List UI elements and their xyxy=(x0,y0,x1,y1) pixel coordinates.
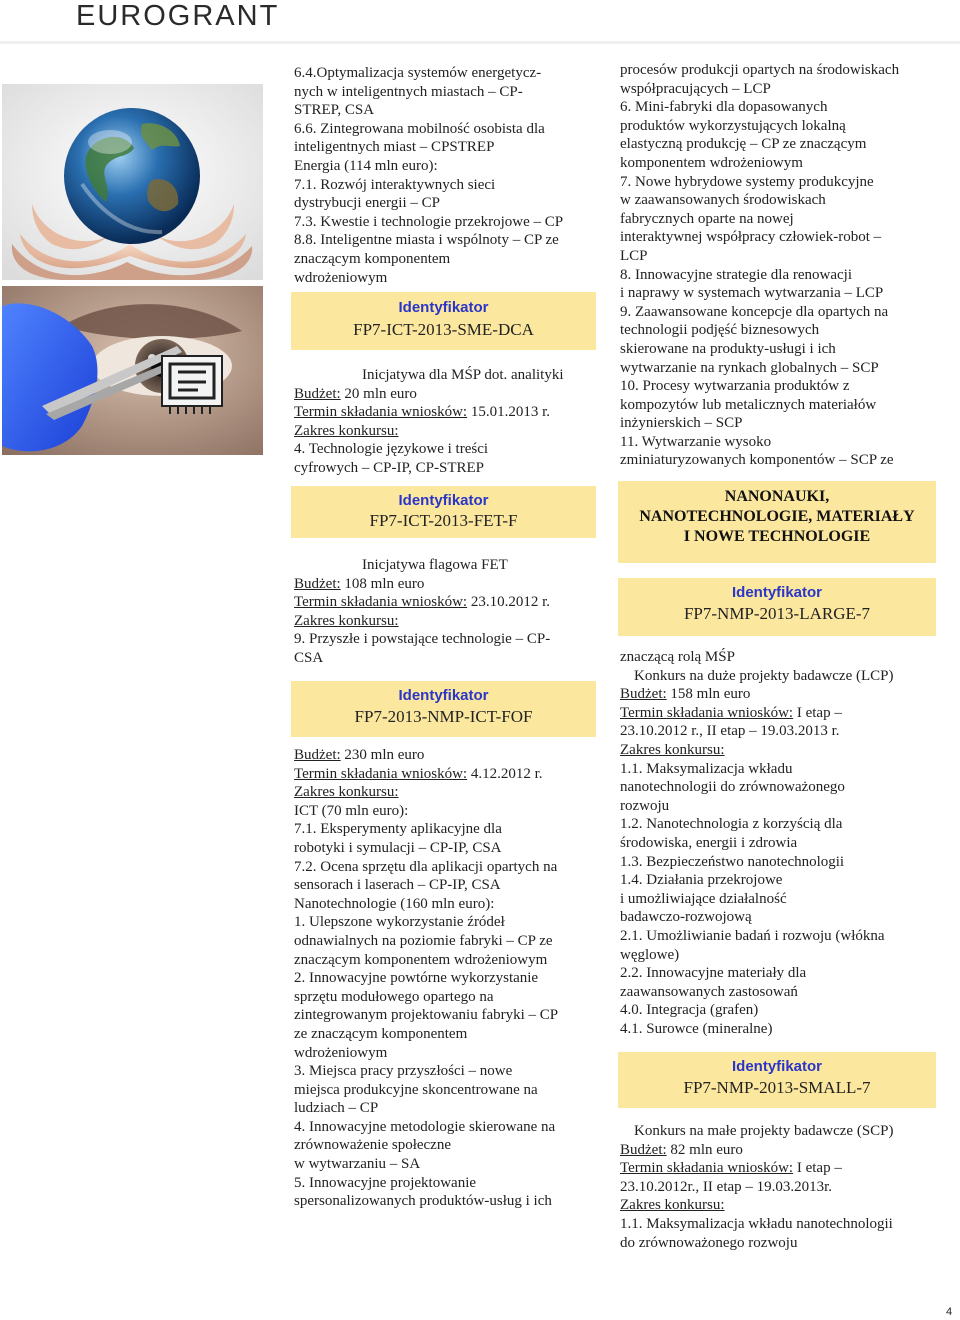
text-line: wdrożeniowym xyxy=(294,269,388,286)
scope-line: ludziach – CP xyxy=(294,1100,379,1117)
text-line: fabrycznych oparte na nowej xyxy=(620,210,794,227)
budget-value: 108 mln euro xyxy=(340,575,425,592)
identifier-code: FP7-NMP-2013-LARGE-7 xyxy=(683,604,871,623)
text-line: dystrybucji energii – CP xyxy=(294,195,440,212)
deadline-line xyxy=(294,765,599,784)
identifier-box-nmp-large xyxy=(618,578,936,636)
scope-line: 1.3. Bezpieczeństwo nanotechnologii xyxy=(620,853,845,870)
text-line: zminiaturyzowanych komponentów – SCP ze xyxy=(620,452,894,469)
scope-line: odnawialnych na poziomie fabryki – CP ze xyxy=(294,932,553,949)
budget-label: Budżet: xyxy=(294,747,341,763)
text-line: 7. Nowe hybrydowe systemy produkcyjne xyxy=(620,173,874,190)
text-line: znaczącą rolą MŚP xyxy=(620,649,735,665)
call-details-nmp-large xyxy=(620,648,940,1038)
globe-in-hands-photo xyxy=(2,84,263,280)
scope-line: i umożliwiające działalność xyxy=(620,890,787,907)
scope-line: 1.1. Maksymalizacja wkładu xyxy=(620,760,793,777)
section-heading-line: NANOTECHNOLOGIE, MATERIAŁY xyxy=(639,508,915,525)
budget-line xyxy=(620,685,940,704)
call-details-sme-dca xyxy=(294,366,594,478)
identifier-label: Identyfikator xyxy=(398,299,489,316)
scope-line: 7.1. Eksperymenty aplikacyjne dla xyxy=(294,821,502,838)
text-line: technologii podjęść biznesowych xyxy=(620,322,820,339)
identifier-label: Identyfikator xyxy=(398,492,489,509)
text-line: STREP, CSA xyxy=(294,102,375,119)
page-header xyxy=(0,0,960,44)
deadline-value: 23.10.2012r., II etap – 19.03.2013r. xyxy=(620,1178,833,1195)
scope-line: ICT (70 mln euro): xyxy=(294,802,409,819)
budget-label: Budżet: xyxy=(620,1141,667,1158)
deadline-label: Termin składania wniosków: xyxy=(294,404,468,421)
deadline-value: 15.01.2013 r. xyxy=(467,404,551,421)
budget-line xyxy=(294,575,594,594)
scope-line: węglowe) xyxy=(620,946,680,963)
scope-line: do zrównoważonego rozwoju xyxy=(620,1234,798,1251)
identifier-code: FP7-2013-NMP-ICT-FOF xyxy=(354,707,533,726)
scope-line: środowiska, energii i zdrowia xyxy=(620,834,798,851)
text-line: współpracujących – LCP xyxy=(620,80,771,97)
scope-line: 4.0. Integracja (grafen) xyxy=(620,1002,759,1019)
text-line: 7.1. Rozwój interaktywnych sieci xyxy=(294,176,496,193)
identifier-code: FP7-ICT-2013-SME-DCA xyxy=(353,320,534,339)
section-heading-box xyxy=(618,481,936,563)
deadline-line xyxy=(620,1159,940,1178)
scope-line: 1.2. Nanotechnologia z korzyścią dla xyxy=(620,816,843,833)
text-line: 6. Mini-fabryki dla dopasowanych xyxy=(620,99,828,116)
identifier-label: Identyfikator xyxy=(398,687,489,704)
initiative-text: Konkurs na duże projekty badawcze (LCP) xyxy=(634,667,894,684)
text-line: 8. Innowacyjne strategie dla renowacji xyxy=(620,266,852,283)
text-line: inteligentnych miast – CPSTREP xyxy=(294,139,495,156)
deadline-value: I etap – xyxy=(793,1160,842,1177)
scope-line: spersonalizowanych produktów-usług i ich xyxy=(294,1193,552,1210)
identifier-code: FP7-NMP-2013-SMALL-7 xyxy=(683,1078,871,1097)
page-number: 4 xyxy=(946,1306,953,1318)
scope-line: 2.1. Umożliwianie badań i rozwoju (włókna xyxy=(620,927,885,944)
text-line: procesów produkcji opartych na środowiskach xyxy=(620,62,900,78)
scope-line: 1.1. Maksymalizacja wkładu nanotechnologii xyxy=(620,1215,893,1232)
scope-line: robotyki i symulacji – CP-IP, CSA xyxy=(294,839,502,856)
scope-label: Zakres konkursu: xyxy=(294,612,399,629)
scope-line: sprzętu modułowego opartego na xyxy=(294,988,494,1005)
text-line: inżynierskich – SCP xyxy=(620,415,743,432)
scope-line: w wytwarzaniu – SA xyxy=(294,1156,421,1173)
scope-line: 7.2. Ocena sprzętu dla aplikacji opartych na xyxy=(294,858,558,875)
budget-value: 20 mln euro xyxy=(340,385,417,402)
intro-list xyxy=(294,64,594,287)
scope-line: 2.2. Innowacyjne materiały dla xyxy=(620,965,807,982)
text-line: kompozytów lub metalicznych materiałów xyxy=(620,396,877,413)
text-line: 7.3. Kwestie i technologie przekrojowe – CP xyxy=(294,213,564,230)
identifier-box-nmp-ict-fof xyxy=(291,681,596,737)
text-line: Energia (114 mln euro): xyxy=(294,157,438,174)
scope-line: 4.1. Surowce (mineralne) xyxy=(620,1020,773,1037)
budget-line xyxy=(294,385,594,404)
scope-line: nanotechnologii do zrównoważonego xyxy=(620,779,845,796)
scope-label: Zakres konkursu: xyxy=(294,422,399,439)
budget-line xyxy=(620,1141,940,1160)
identifier-box-fet-f xyxy=(291,486,596,538)
scope-line: badawczo-rozwojową xyxy=(620,909,752,926)
text-line: 6.6. Zintegrowana mobilność osobista dla xyxy=(294,120,545,137)
deadline-value: 4.12.2012 r. xyxy=(467,765,543,782)
text-line: elastyczną produkcję – CP ze znaczącym xyxy=(620,136,867,153)
scope-line: 2. Innowacyjne powtórne wykorzystanie xyxy=(294,970,539,987)
deadline-line xyxy=(620,704,940,723)
text-line: produktów wykorzystujących lokalną xyxy=(620,117,846,134)
text-line: 9. Zaawansowane koncepcje dla opartych na xyxy=(620,303,889,320)
identifier-label: Identyfikator xyxy=(731,584,822,601)
scope-line: zrównoważenie społeczne xyxy=(294,1137,452,1154)
deadline-label: Termin składania wniosków: xyxy=(294,765,468,782)
deadline-line xyxy=(294,403,594,422)
scope-label: Zakres konkursu: xyxy=(620,741,725,758)
scope-line: Nanotechnologie (160 mln euro): xyxy=(294,895,495,912)
budget-label: Budżet: xyxy=(620,686,667,703)
deadline-value: I etap – xyxy=(793,704,842,721)
initiative-text: Konkurs na małe projekty badawcze (SCP) xyxy=(634,1123,894,1139)
initiative-text: Inicjatywa dla MŚP dot. analityki xyxy=(362,367,564,383)
scope-line: 3. Miejsca pracy przyszłości – nowe xyxy=(294,1063,513,1080)
text-line: znaczącym komponentem xyxy=(294,250,451,267)
text-line: 11. Wytwarzanie wysoko xyxy=(620,433,772,450)
scope-line: cyfrowych – CP-IP, CP-STREP xyxy=(294,459,485,476)
budget-label: Budżet: xyxy=(294,385,341,402)
deadline-label: Termin składania wniosków: xyxy=(620,704,794,721)
scope-line: miejsca produkcyjne skoncentrowane na xyxy=(294,1081,538,1098)
text-line: i naprawy w systemach wytwarzania – LCP xyxy=(620,285,884,302)
deadline-line xyxy=(294,593,594,612)
brand-title: EUROGRANT xyxy=(76,0,280,32)
scope-label: Zakres konkursu: xyxy=(294,784,399,801)
budget-label: Budżet: xyxy=(294,575,341,592)
scope-line: 4. Innowacyjne metodologie skierowane na xyxy=(294,1118,556,1135)
scope-label: Zakres konkursu: xyxy=(620,1197,725,1214)
call-details-nmp-small xyxy=(620,1122,940,1252)
text-line: w zaawansowanych środowiskach xyxy=(620,192,826,209)
budget-value: 158 mln euro xyxy=(666,686,751,703)
section-heading-line: NANONAUKI, xyxy=(724,488,830,505)
budget-line xyxy=(294,746,599,765)
text-line: 8.8. Inteligentne miasta i wspólnoty – CP ze xyxy=(294,232,559,249)
identifier-box-nmp-small xyxy=(618,1052,936,1108)
scope-line: rozwoju xyxy=(620,797,670,814)
identifier-code: FP7-ICT-2013-FET-F xyxy=(369,511,518,530)
text-line: 6.4.Optymalizacja systemów energetycz- xyxy=(294,65,542,81)
deadline-value: 23.10.2012 r. xyxy=(467,594,551,611)
deadline-value: 23.10.2012 r., II etap – 19.03.2013 r. xyxy=(620,723,840,740)
scope-line: wdrożeniowym xyxy=(294,1044,388,1061)
scope-line: sensorach i laserach – CP-IP, CSA xyxy=(294,877,501,894)
deadline-label: Termin składania wniosków: xyxy=(294,594,468,611)
call-details-fet-f xyxy=(294,556,594,668)
scope-line: zaawansowanych zastosowań xyxy=(620,983,798,1000)
scope-line: ze znaczącym komponentem xyxy=(294,1025,468,1042)
header-divider xyxy=(0,41,960,44)
call-details-nmp-ict-fof xyxy=(294,746,599,1211)
text-line: interaktywnej współpracy człowiek-robot – xyxy=(620,229,882,246)
text-line: wytwarzanie na rynkach globalnych – SCP xyxy=(620,359,879,376)
text-line: komponentem wdrożeniowym xyxy=(620,154,803,171)
text-line: 10. Procesy wytwarzania produktów z xyxy=(620,378,850,395)
eye-with-tweezers-photo xyxy=(2,286,263,455)
budget-value: 230 mln euro xyxy=(340,747,425,763)
initiative-text: Inicjatywa flagowa FET xyxy=(362,557,508,573)
scope-line: 9. Przyszłe i powstające technologie – CP- xyxy=(294,631,551,648)
scope-line: 1. Ulepszone wykorzystanie źródeł xyxy=(294,914,505,931)
identifier-box-sme-dca xyxy=(291,292,596,350)
deadline-label: Termin składania wniosków: xyxy=(620,1160,794,1177)
text-line: nych w inteligentnych miastach – CP- xyxy=(294,83,523,100)
scope-line: zintegrowanym projektowaniu fabryki – CP xyxy=(294,1007,559,1024)
section-heading-line: I NOWE TECHNOLOGIE xyxy=(683,528,871,545)
identifier-label: Identyfikator xyxy=(731,1058,822,1075)
scope-line: 5. Innowacyjne projektowanie xyxy=(294,1174,477,1191)
column-right xyxy=(620,61,940,470)
scope-line: znaczącym komponentem wdrożeniowym xyxy=(294,951,548,968)
scope-line: 1.4. Działania przekrojowe xyxy=(620,872,783,889)
column-middle xyxy=(294,64,594,287)
scope-line: 4. Technologie językowe i treści xyxy=(294,441,489,458)
text-line: skierowane na produkty-usługi i ich xyxy=(620,340,836,357)
scope-line: CSA xyxy=(294,649,324,666)
text-line: LCP xyxy=(620,247,648,264)
budget-value: 82 mln euro xyxy=(666,1141,743,1158)
